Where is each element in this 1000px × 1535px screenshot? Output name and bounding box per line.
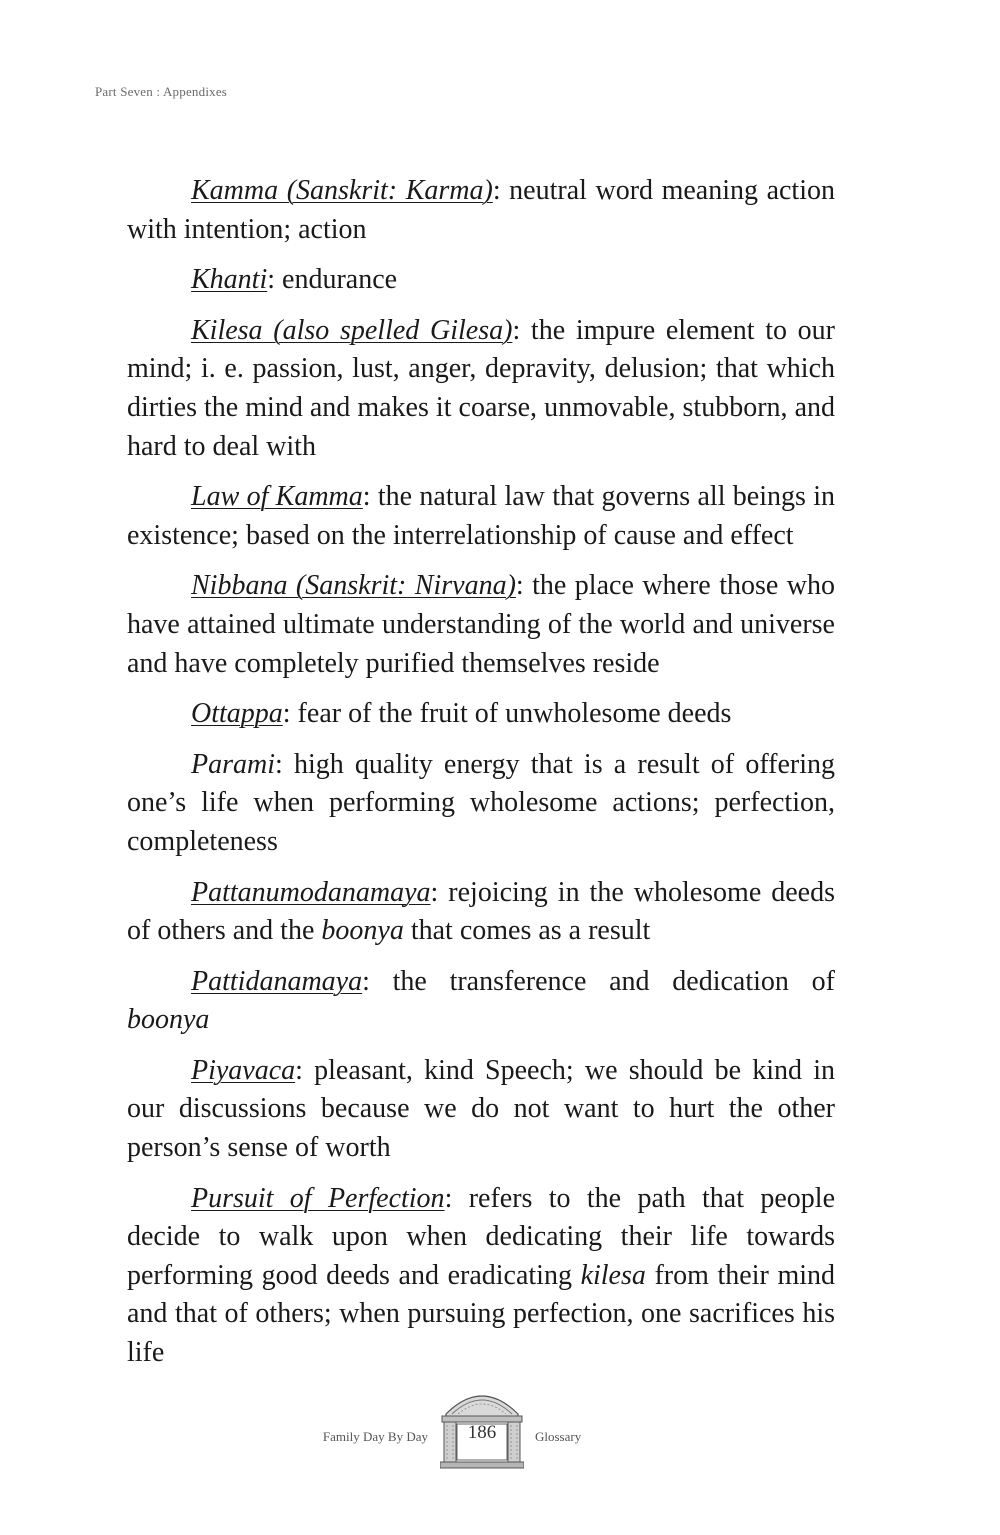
glossary-definition-emphasis: boonya xyxy=(321,915,404,947)
glossary-definition: from their mind and that of others; when pursuing perfection, one sacrifices his life xyxy=(127,1259,835,1369)
page-number: 186 xyxy=(467,1422,497,1443)
glossary-definition: : endurance xyxy=(267,264,398,296)
glossary-definition: : the transference and dedication of xyxy=(362,965,835,997)
glossary-definition-emphasis: boonya xyxy=(127,1004,210,1036)
glossary-definition: : high quality energy that is a result of offering one’s life when performing wholesome actions; perfection, completeness xyxy=(127,748,835,857)
glossary-definition: : pleasant, kind Speech; we should be kind in our discussions because we do not want to hurt the other person’s sense of worth xyxy=(127,1054,835,1164)
glossary-term: Pattanumodanamaya xyxy=(191,876,431,908)
glossary-list xyxy=(127,172,835,1385)
glossary-entry-law-of-kamma xyxy=(127,478,835,555)
glossary-term: Pattidanamaya xyxy=(191,965,363,997)
glossary-definition: : rejoicing in the wholesome deeds of others and the xyxy=(127,876,835,947)
footer-section-title: Glossary xyxy=(535,1429,582,1444)
glossary-term: Ottappa xyxy=(191,698,283,730)
glossary-entry-piyavaca xyxy=(127,1052,835,1168)
glossary-entry-kilesa xyxy=(127,312,835,466)
glossary-definition: : neutral word meaning action with intention; action xyxy=(127,175,835,245)
glossary-definition: that comes as a result xyxy=(403,915,651,947)
glossary-term: Khanti xyxy=(191,264,268,296)
glossary-term: Parami xyxy=(191,748,275,780)
glossary-term: Kamma (Sanskrit: Karma) xyxy=(191,175,493,206)
glossary-entry-khanti xyxy=(127,261,835,300)
footer-book-title: Family Day By Day xyxy=(322,1429,428,1444)
page-footer xyxy=(0,1380,1000,1480)
glossary-definition: : fear of the fruit of unwholesome deeds xyxy=(282,698,732,730)
glossary-term: Law of Kamma xyxy=(191,481,363,513)
glossary-definition: : the place where those who have attained ultimate understanding of the world and universe and have completely purified themselves reside xyxy=(127,570,835,679)
glossary-definition: : refers to the path that people decide to walk upon when dedicating their life towards performing good deeds and eradicating xyxy=(127,1182,835,1291)
running-head: Part Seven : Appendixes xyxy=(95,84,228,99)
glossary-definition-emphasis: kilesa xyxy=(580,1259,646,1291)
glossary-entry-parami xyxy=(127,746,835,862)
glossary-term: Piyavaca xyxy=(191,1054,296,1086)
glossary-term: Kilesa (also spelled Gilesa) xyxy=(191,314,513,346)
glossary-entry-pattanumodanamaya xyxy=(127,874,835,951)
glossary-entry-pattidanamaya xyxy=(127,963,835,1040)
glossary-entry-nibbana xyxy=(127,567,835,683)
glossary-definition: : the natural law that governs all beings in existence; based on the interrelationship of cause and effect xyxy=(127,481,836,551)
glossary-entry-pursuit-of-perfection xyxy=(127,1180,835,1373)
glossary-entry-ottappa xyxy=(127,695,835,734)
glossary-term: Nibbana (Sanskrit: Nirvana) xyxy=(191,570,516,602)
glossary-term: Pursuit of Perfection xyxy=(191,1182,445,1214)
glossary-definition: : the impure element to our mind; i. e. passion, lust, anger, depravity, delusion; that which dirties the mind and makes it coarse, unmovable, stubborn, and hard to deal with xyxy=(127,314,836,462)
glossary-entry-kamma xyxy=(127,172,835,249)
